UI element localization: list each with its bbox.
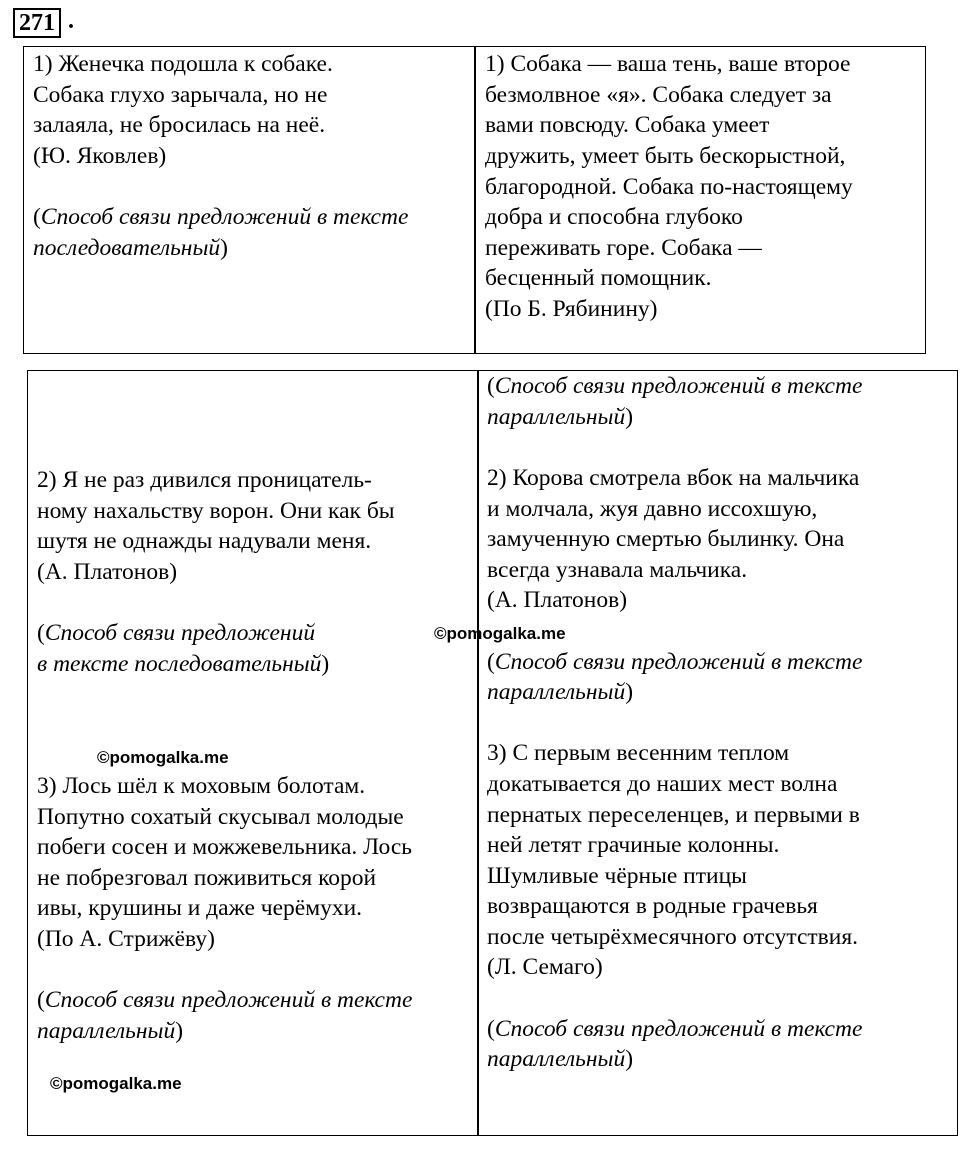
bottom-left-item3-line-2: Попутно сохатый скусывал молодые	[37, 804, 404, 830]
bottom-right-item3-line-6: возвращаются в родные грачевья	[487, 893, 818, 919]
paren-close: )	[625, 679, 634, 705]
note-text: Способ связи предложений в тексте	[44, 987, 413, 1013]
bottom-left-item2-line-2: ному нахальству ворон. Они как бы	[37, 498, 395, 524]
paren-open: (	[37, 987, 45, 1013]
note-text: Способ связи предложений в тексте	[494, 1016, 863, 1042]
bottom-right-item2-author: (А. Платонов)	[487, 587, 628, 613]
bottom-left-item2-note-2	[37, 649, 329, 680]
paren-close: )	[625, 404, 634, 430]
bottom-right-item2-line-3: замученную смертью былинку. Она	[487, 526, 845, 552]
bottom-table-divider	[477, 371, 479, 1135]
bottom-left-item2-note-1	[37, 618, 315, 649]
bottom-left-item3-author: (По А. Стрижёву)	[37, 926, 215, 952]
bottom-right-item2-line-2: и молчала, жуя давно иссохшую,	[487, 496, 818, 522]
top-right-line-3: вами повсюду. Собака умеет	[485, 112, 770, 138]
top-table-divider	[474, 47, 476, 353]
note-text: последовательный	[33, 235, 221, 261]
bottom-right-item3-author: (Л. Семаго)	[487, 954, 603, 980]
bottom-left-item3-line-5: ивы, крушины и даже черёмухи.	[37, 895, 363, 921]
bottom-right-item3-note-2	[487, 1044, 633, 1075]
bottom-left-item3-line-4: не побрезговал поживиться корой	[37, 865, 377, 891]
note-text: параллельный	[37, 1018, 176, 1044]
top-left-note-line-1	[33, 202, 408, 233]
top-right-line-1: 1) Собака — ваша тень, ваше второе	[485, 51, 851, 77]
top-left-line-1: 1) Женечка подошла к собаке.	[33, 51, 333, 77]
paren-open: (	[487, 1016, 495, 1042]
note-text: параллельный	[487, 679, 626, 705]
note-text: в тексте последовательный	[37, 651, 322, 677]
paren-open: (	[487, 373, 495, 399]
bottom-right-item2-line-4: всегда узнавала мальчика.	[487, 557, 748, 583]
note-text: параллельный	[487, 1046, 626, 1072]
note-text: Способ связи предложений	[44, 620, 316, 646]
bottom-right-item3-line-1: 3) С первым весенним теплом	[487, 740, 790, 766]
bottom-right-item2-line-1: 2) Корова смотрела вбок на мальчика	[487, 465, 860, 491]
note-text: Способ связи предложений в тексте	[494, 649, 863, 675]
paren-close: )	[625, 1046, 634, 1072]
bottom-right-carry-note-1	[487, 371, 862, 402]
bottom-left-item2-author: (А. Платонов)	[37, 559, 178, 585]
top-right-line-8: бесценный помощник.	[485, 265, 712, 291]
top-right-line-2: безмолвное «я». Собака следует за	[485, 82, 832, 108]
bottom-left-item3-note-2	[37, 1016, 183, 1047]
paren-close: )	[321, 651, 330, 677]
bottom-right-carry-note-2	[487, 402, 633, 433]
bottom-right-item3-note-1	[487, 1014, 862, 1045]
top-right-author: (По Б. Рябинину)	[485, 296, 658, 322]
top-left-line-3: залаяла, не бросилась на неё.	[33, 112, 326, 138]
top-left-line-2: Собака глухо зарычала, но не	[33, 82, 328, 108]
bottom-left-item3-line-1: 3) Лось шёл к моховым болотам.	[37, 773, 366, 799]
top-left-note-line-2	[33, 233, 228, 264]
top-right-line-7: переживать горе. Собака —	[485, 235, 762, 261]
bottom-right-item3-line-2: докатывается до наших мест волна	[487, 771, 838, 797]
bottom-right-item3-line-5: Шумливые чёрные птицы	[487, 863, 747, 889]
note-text: параллельный	[487, 404, 626, 430]
paren-close: )	[175, 1018, 184, 1044]
bottom-right-item3-line-4: ней летят грачиные колонны.	[487, 832, 780, 858]
watermark-left-bottom: ©pomogalka.me	[50, 1074, 182, 1093]
paren-open: (	[487, 649, 495, 675]
top-right-line-4: дружить, умеет быть бескорыстной,	[485, 143, 846, 169]
bottom-right-item3-line-3: пернатых переселенцев, и первыми в	[487, 802, 860, 828]
watermark-left-mid: ©pomogalka.me	[97, 748, 229, 767]
top-left-author: (Ю. Яковлев)	[33, 143, 167, 169]
paren-open: (	[33, 204, 41, 230]
top-right-line-6: добра и способна глубоко	[485, 204, 743, 230]
bottom-left-item2-line-3: шутя не однажды надували меня.	[37, 528, 372, 554]
exercise-number: 271	[13, 8, 61, 38]
top-right-line-5: благородной. Собака по-настоящему	[485, 174, 853, 200]
bottom-left-item2-line-1: 2) Я не раз дивился проницатель-	[37, 467, 372, 493]
bottom-left-item3-line-3: побеги сосен и можжевельника. Лось	[37, 834, 413, 860]
note-text: Способ связи предложений в тексте	[40, 204, 409, 230]
note-text: Способ связи предложений в тексте	[494, 373, 863, 399]
bottom-right-item2-note-1	[487, 647, 862, 678]
top-table	[23, 46, 926, 354]
bottom-left-item3-note-1	[37, 985, 412, 1016]
watermark-center: ©pomogalka.me	[434, 624, 566, 643]
bottom-right-item3-line-7: после четырёхмесячного отсутствия.	[487, 924, 859, 950]
paren-close: )	[220, 235, 228, 261]
exercise-number-dot: .	[68, 8, 74, 34]
bottom-right-item2-note-2	[487, 677, 633, 708]
paren-open: (	[37, 620, 45, 646]
